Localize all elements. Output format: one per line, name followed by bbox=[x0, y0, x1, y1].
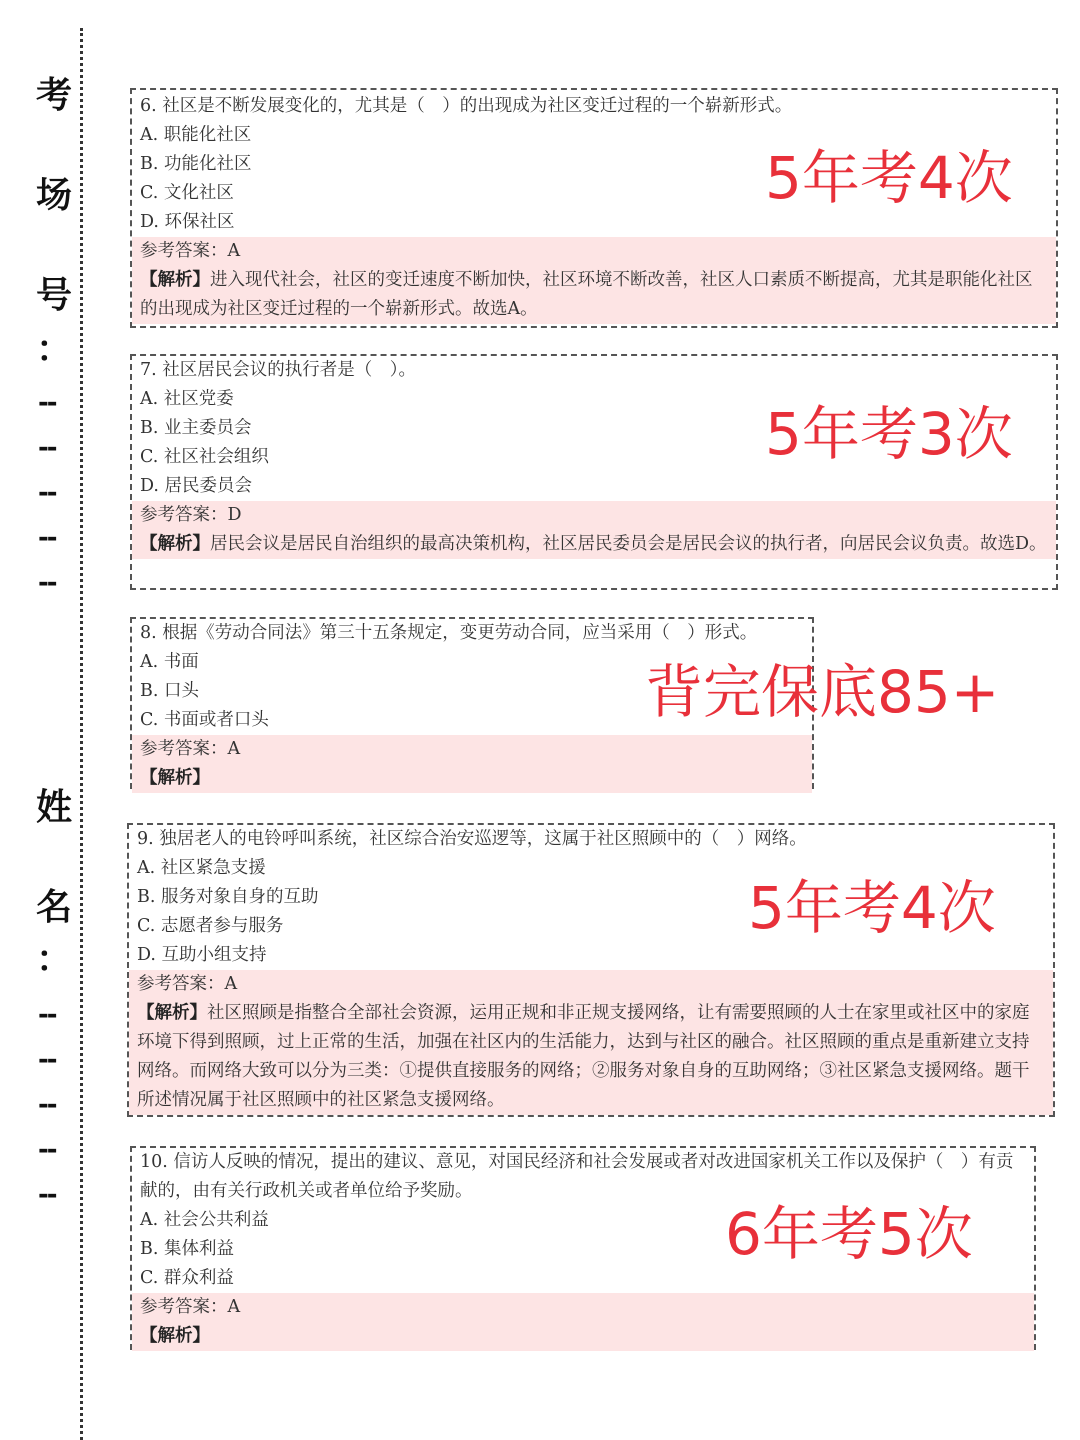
answer-text: 参考答案：D bbox=[140, 505, 242, 525]
margin-dash: -- bbox=[38, 433, 56, 463]
option-a: A. 社会公共利益 bbox=[140, 1210, 269, 1230]
margin-dash: -- bbox=[38, 523, 56, 553]
question-stem: 10. 信访人反映的情况，提出的建议、意见，对国民经济和社会发展或者对改进国家机关工作以及保护（ ）有贡献的，由有关行政机关或者单位给予奖励。 bbox=[140, 1152, 1014, 1201]
explanation-text: 社区照顾是指整合全部社会资源，运用正规和非正规支援网络，让有需要照顾的人士在家里或社区中的家庭环境下得到照顾，过上正常的生活，加强在社区内的生活能力，达到与社区的融合。社区照顾的重点是重新建立支持网络。而网络大致可以分为三类：①提供直接服务的网络；②服务对象自身的互助网络；③社区紧急支援网络。题干所述情况属于社区照顾中的社区紧急支援网络。 bbox=[137, 1003, 1030, 1110]
explanation bbox=[140, 1322, 1026, 1351]
answer-section bbox=[132, 237, 1056, 324]
margin-char: 场 bbox=[36, 175, 73, 216]
option-c: C. 志愿者参与服务 bbox=[137, 916, 284, 936]
option-b: B. 口头 bbox=[140, 681, 199, 701]
question-card bbox=[130, 354, 1058, 590]
answer-section bbox=[132, 735, 812, 793]
margin-dash: -- bbox=[38, 1135, 56, 1165]
option-b: B. 集体利益 bbox=[140, 1239, 234, 1259]
explanation-label: 【解析】 bbox=[140, 534, 210, 554]
explanation-label: 【解析】 bbox=[137, 1003, 207, 1023]
margin-dash: -- bbox=[38, 1045, 56, 1075]
frequency-stamp: 5年考4次 bbox=[765, 144, 1013, 212]
question-stem: 7. 社区居民会议的执行者是（ ）。 bbox=[140, 360, 417, 380]
margin-dash: -- bbox=[38, 388, 56, 418]
margin-char: 考 bbox=[36, 75, 73, 116]
question-stem: 6. 社区是不断发展变化的，尤其是（ ）的出现成为社区变迁过程的一个崭新形式。 bbox=[140, 96, 793, 116]
answer-text: 参考答案：A bbox=[137, 974, 238, 994]
option-a: A. 职能化社区 bbox=[140, 125, 252, 145]
margin-dash: -- bbox=[38, 1090, 56, 1120]
exam-margin bbox=[0, 0, 82, 1440]
option-b: B. 服务对象自身的互助 bbox=[137, 887, 319, 907]
answer-section bbox=[129, 970, 1053, 1115]
option-c: C. 书面或者口头 bbox=[140, 710, 269, 730]
margin-dash: -- bbox=[38, 1180, 56, 1210]
explanation bbox=[140, 266, 1048, 324]
question-stem: 8. 根据《劳动合同法》第三十五条规定，变更劳动合同，应当采用（ ）形式。 bbox=[140, 623, 758, 643]
answer-section bbox=[132, 501, 1056, 559]
answer-text: 参考答案：A bbox=[140, 739, 241, 759]
answer-text: 参考答案：A bbox=[140, 241, 241, 261]
option-b: B. 功能化社区 bbox=[140, 154, 252, 174]
margin-dash: -- bbox=[38, 1000, 56, 1030]
margin-dash: -- bbox=[38, 568, 56, 598]
frequency-stamp: 6年考5次 bbox=[725, 1200, 973, 1268]
option-c: C. 文化社区 bbox=[140, 183, 234, 203]
margin-dash: -- bbox=[38, 478, 56, 508]
margin-char: 姓 bbox=[36, 787, 73, 828]
explanation bbox=[137, 999, 1045, 1115]
frequency-stamp: 5年考3次 bbox=[765, 400, 1013, 468]
option-a: A. 社区党委 bbox=[140, 389, 234, 409]
explanation-text: 进入现代社会，社区的变迁速度不断加快，社区环境不断改善，社区人口素质不断提高，尤其是职能化社区的出现成为社区变迁过程的一个崭新形式。故选A。 bbox=[140, 270, 1033, 319]
question-stem: 9. 独居老人的电铃呼叫系统，社区综合治安巡逻等，这属于社区照顾中的（ ）网络。 bbox=[137, 829, 807, 849]
frequency-stamp: 5年考4次 bbox=[748, 874, 996, 942]
answer-text: 参考答案：A bbox=[140, 1297, 241, 1317]
option-d: D. 环保社区 bbox=[140, 212, 235, 232]
binding-line bbox=[80, 28, 83, 1440]
option-d: D. 居民委员会 bbox=[140, 476, 253, 496]
question-card bbox=[127, 823, 1055, 1117]
explanation-label: 【解析】 bbox=[140, 1326, 210, 1346]
option-c: C. 群众利益 bbox=[140, 1268, 234, 1288]
explanation bbox=[140, 530, 1048, 559]
option-d: D. 互助小组支持 bbox=[137, 945, 267, 965]
option-c: C. 社区社会组织 bbox=[140, 447, 269, 467]
option-a: A. 社区紧急支援 bbox=[137, 858, 266, 878]
option-a: A. 书面 bbox=[140, 652, 199, 672]
margin-char: 名 bbox=[36, 887, 73, 928]
answer-section bbox=[132, 1293, 1034, 1351]
explanation-label: 【解析】 bbox=[140, 768, 210, 788]
margin-char: ： bbox=[36, 329, 73, 370]
score-stamp: 背完保底85+ bbox=[645, 658, 1000, 726]
explanation bbox=[140, 764, 804, 793]
explanation-text: 居民会议是居民自治组织的最高决策机构，社区居民委员会是居民会议的执行者，向居民会议负责。故选D。 bbox=[210, 534, 1047, 554]
margin-char: ： bbox=[36, 939, 73, 980]
option-b: B. 业主委员会 bbox=[140, 418, 252, 438]
margin-char: 号 bbox=[36, 275, 73, 316]
explanation-label: 【解析】 bbox=[140, 270, 210, 290]
